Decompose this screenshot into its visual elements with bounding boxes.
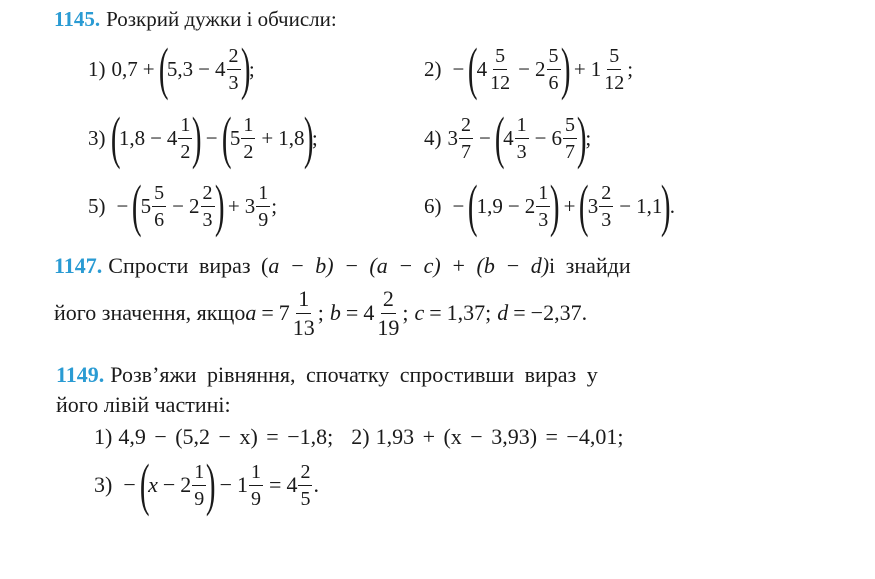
value: 2 (180, 472, 192, 497)
right-paren: ) (214, 173, 225, 238)
fraction: $\frac{2}{7}$ (461, 113, 471, 163)
fraction: $\frac{1}{9}$ (251, 460, 262, 510)
fraction: $\frac{1}{9}$ (194, 460, 205, 510)
minus-sign: − (452, 56, 465, 81)
equals-sign: = (429, 300, 442, 325)
right-paren: ) (560, 36, 571, 101)
minus-sign: − (452, 193, 465, 218)
punct: ; (317, 300, 324, 325)
value: 1 (237, 472, 249, 497)
right-paren: ) (303, 105, 314, 170)
value: 1,8 (278, 125, 305, 150)
fraction: $\frac{1}{9}$ (258, 181, 269, 231)
problem-1147-line2 (54, 282, 587, 344)
right-paren: ) (550, 173, 560, 238)
plus-sign: + (563, 193, 576, 218)
left-paren: ( (158, 36, 169, 101)
equation: 4,9 − (5,2 − x) = −1,8; (118, 424, 334, 449)
variable: d (497, 300, 509, 325)
minus-sign: − (116, 193, 129, 218)
item-label: 1) (88, 56, 106, 81)
expression: a − b) − (a − c) + (b − d) (268, 253, 550, 278)
fraction: $\frac{5}{6}$ (548, 44, 559, 94)
value: 2 (535, 56, 546, 81)
plus-sign: + (261, 125, 274, 150)
right-paren: ) (576, 105, 587, 170)
item-1145-3 (88, 107, 318, 169)
right-paren: ) (661, 173, 671, 238)
equation: 1,93 + (x − 3,93) = −4,01; (375, 424, 624, 449)
item-label: 1) (94, 424, 113, 449)
left-paren: ( (468, 173, 478, 238)
item-label: 5) (88, 193, 106, 218)
fraction: $\frac{2}{5}$ (300, 460, 311, 510)
value: 0,7 (111, 56, 138, 81)
left-paren: ( (494, 105, 505, 170)
fraction: $\frac{5}{6}$ (154, 181, 165, 231)
problem-1147-line1 (54, 250, 631, 282)
value: 5 (229, 125, 241, 150)
problem-1149-line1 (56, 360, 598, 390)
problem-text: і знайди (549, 253, 631, 278)
plus-sign: + (573, 56, 586, 81)
item-label: 2) (424, 56, 442, 81)
minus-sign: − (123, 472, 136, 497)
item-1145-1 (88, 38, 255, 100)
value: 4 (476, 56, 488, 81)
value: 4 (166, 125, 178, 150)
item-1145-5 (88, 175, 277, 237)
fraction: $\frac{1}{3}$ (516, 113, 527, 163)
punct: ; (585, 125, 592, 150)
value: 2 (189, 193, 200, 218)
minus-sign: − (219, 472, 233, 497)
item-label: 3) (94, 472, 113, 497)
minus-sign: − (619, 193, 632, 218)
value: 4 (363, 300, 375, 325)
value: 3 (587, 193, 599, 218)
punct: ; (271, 193, 278, 218)
right-paren: ) (206, 452, 216, 517)
fraction: $\frac{1}{13}$ (292, 285, 315, 340)
minus-sign: − (150, 125, 162, 150)
fraction: $\frac{1}{2}$ (180, 113, 191, 163)
problem-number: 1145. (54, 6, 101, 31)
left-paren: ( (468, 36, 478, 101)
value: 1 (590, 56, 602, 81)
item-1145-2 (424, 38, 633, 100)
value: 5 (140, 193, 152, 218)
plus-sign: + (142, 56, 155, 81)
value: 5,3 (166, 56, 194, 81)
left-paren: ( (132, 173, 142, 238)
fraction: $\frac{2}{3}$ (202, 181, 213, 231)
problem-text: його лівій частині: (56, 392, 231, 417)
fraction: $\frac{1}{2}$ (243, 113, 254, 163)
problem-1149-line2 (56, 390, 231, 420)
variable: x (148, 472, 158, 497)
equals-sign: = (345, 300, 359, 325)
minus-sign: − (172, 193, 185, 218)
punct: . (669, 193, 675, 218)
minus-sign: − (534, 125, 547, 150)
problem-text: Спрости вираз ( (108, 253, 269, 278)
problem-text: Розкрий дужки і обчисли: (106, 6, 337, 31)
minus-sign: − (205, 125, 218, 150)
fraction: $\frac{2}{3}$ (601, 181, 612, 231)
equation-3 (94, 452, 319, 518)
equals-sign: = (269, 472, 282, 497)
plus-sign: + (227, 193, 240, 218)
item-1145-6 (424, 175, 675, 237)
punct: ; (627, 56, 634, 81)
fraction: $\frac{5}{12}$ (490, 44, 511, 94)
value: 4 (503, 125, 514, 150)
equals-sign: = (261, 300, 274, 325)
value: −2,37. (530, 300, 588, 325)
right-paren: ) (192, 105, 202, 170)
problem-number: 1147. (54, 253, 103, 278)
item-label: 6) (424, 193, 442, 218)
left-paren: ( (579, 173, 589, 238)
punct: ; (485, 300, 492, 325)
variable: a (245, 300, 257, 325)
minus-sign: − (507, 193, 520, 218)
fraction: $\frac{1}{3}$ (538, 181, 549, 231)
value: 7 (278, 300, 290, 325)
problem-1145-header (54, 4, 337, 34)
left-paren: ( (139, 452, 150, 517)
value: 1,1 (636, 193, 663, 218)
variable: c (414, 300, 425, 325)
minus-sign: − (518, 56, 531, 81)
equals-sign: = (513, 300, 526, 325)
minus-sign: − (479, 125, 491, 150)
value: 1,9 (476, 193, 503, 218)
value: 4 (215, 56, 226, 81)
variable: b (329, 300, 341, 325)
minus-sign: − (162, 472, 176, 497)
problem-text: його значення, якщо (54, 300, 246, 325)
punct: ; (402, 300, 409, 325)
value: 3 (447, 125, 458, 150)
fraction: $\frac{2}{3}$ (228, 44, 239, 94)
left-paren: ( (110, 105, 120, 170)
value: 4 (286, 472, 298, 497)
value: 6 (551, 125, 563, 150)
minus-sign: − (198, 56, 211, 81)
value: 2 (524, 193, 536, 218)
item-1145-4 (424, 107, 591, 169)
right-paren: ) (240, 36, 251, 101)
value: 1,37 (446, 300, 486, 325)
equation-1-2 (94, 422, 623, 452)
item-label: 3) (88, 125, 106, 150)
left-paren: ( (221, 105, 232, 170)
fraction: $\frac{2}{19}$ (377, 285, 400, 340)
fraction: $\frac{5}{12}$ (604, 44, 625, 94)
item-label: 4) (424, 125, 442, 150)
punct: . (313, 472, 319, 497)
value: 3 (244, 193, 256, 218)
fraction: $\frac{5}{7}$ (565, 113, 576, 163)
punct: ; (248, 56, 255, 81)
value: 1,8 (118, 125, 146, 150)
problem-number: 1149. (56, 362, 105, 387)
item-label: 2) (351, 424, 370, 449)
punct: ; (311, 125, 318, 150)
problem-text: Розв’яжи рівняння, спочатку спростивши вираз у (110, 362, 598, 387)
